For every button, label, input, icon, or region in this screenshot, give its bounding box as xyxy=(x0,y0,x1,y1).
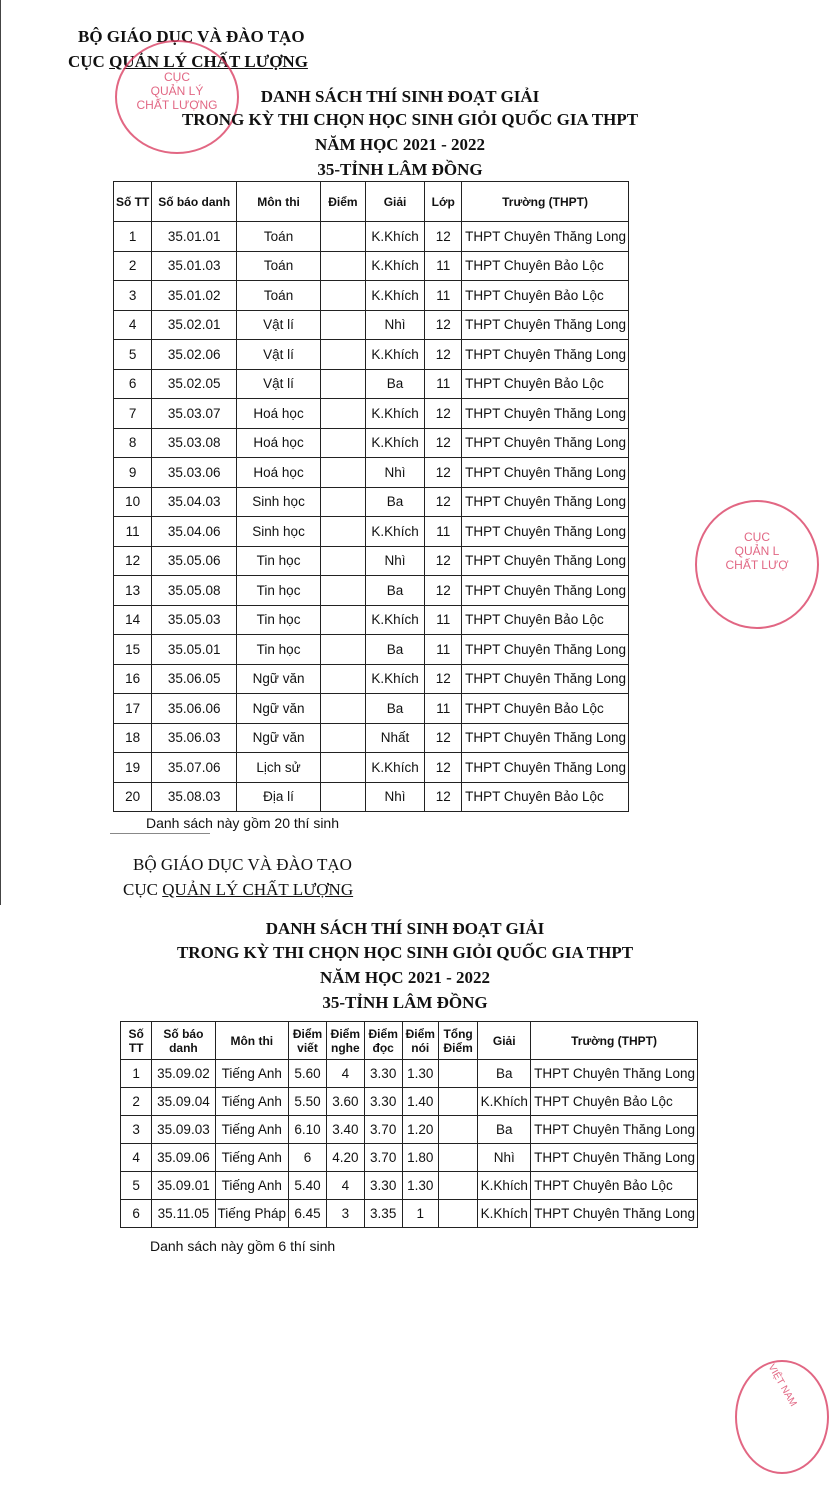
school-year-2: NĂM HỌC 2021 - 2022 xyxy=(320,968,490,987)
table-cell: K.Khích xyxy=(478,1172,531,1200)
table-cell: 35.04.03 xyxy=(152,487,237,517)
table-cell: 11 xyxy=(425,694,462,724)
table-cell: 3.35 xyxy=(364,1200,402,1228)
table-cell: 35.02.01 xyxy=(152,310,237,340)
table-cell: Nhì xyxy=(365,546,425,576)
table-cell: Hoá học xyxy=(237,458,321,488)
table-cell: Nhì xyxy=(365,782,425,812)
table-cell xyxy=(321,723,366,753)
language-awards-table xyxy=(120,1021,698,1228)
table-cell xyxy=(321,694,366,724)
table-cell: THPT Chuyên Thăng Long xyxy=(462,723,629,753)
table-cell: Ba xyxy=(478,1060,531,1088)
col-header: Điểm xyxy=(321,182,366,222)
table-cell: 12 xyxy=(425,753,462,783)
col-header: Số báo danh xyxy=(152,182,237,222)
table-row xyxy=(114,723,629,753)
table-cell: 6 xyxy=(289,1144,327,1172)
table-cell: 3.70 xyxy=(364,1116,402,1144)
table-cell: 17 xyxy=(114,694,152,724)
table-cell: Địa lí xyxy=(237,782,321,812)
col-header: Điểm nghe xyxy=(326,1022,364,1060)
table-cell: 12 xyxy=(425,782,462,812)
table-cell: 3.70 xyxy=(364,1144,402,1172)
table-cell: 12 xyxy=(425,546,462,576)
table-cell: 1 xyxy=(114,222,152,252)
table-cell: 1 xyxy=(121,1060,152,1088)
table-cell: 12 xyxy=(425,428,462,458)
table-cell: 5.40 xyxy=(289,1172,327,1200)
table-row xyxy=(114,753,629,783)
table-cell: Tiếng Anh xyxy=(215,1088,289,1116)
table-cell: Vật lí xyxy=(237,340,321,370)
table-cell: THPT Chuyên Thăng Long xyxy=(531,1200,698,1228)
table-row xyxy=(121,1144,698,1172)
table-cell: 1 xyxy=(402,1200,438,1228)
table-cell: 5 xyxy=(114,340,152,370)
table-cell xyxy=(321,428,366,458)
table-cell: 6 xyxy=(114,369,152,399)
table-cell xyxy=(321,251,366,281)
table-cell: 35.01.02 xyxy=(152,281,237,311)
col-header: Giải xyxy=(365,182,425,222)
table-cell: Toán xyxy=(237,251,321,281)
table-row xyxy=(114,782,629,812)
col-header: Điểm đọc xyxy=(364,1022,402,1060)
table-cell: 35.01.01 xyxy=(152,222,237,252)
table-cell: THPT Chuyên Thăng Long xyxy=(462,428,629,458)
table-cell: 11 xyxy=(425,369,462,399)
col-header: Trường (THPT) xyxy=(531,1022,698,1060)
table-cell: 35.06.03 xyxy=(152,723,237,753)
table-cell: 35.09.02 xyxy=(152,1060,215,1088)
table-cell: THPT Chuyên Thăng Long xyxy=(462,458,629,488)
table-cell: 12 xyxy=(425,487,462,517)
table-cell: 11 xyxy=(425,635,462,665)
table-cell xyxy=(438,1144,477,1172)
table-cell: 19 xyxy=(114,753,152,783)
table-cell: THPT Chuyên Thăng Long xyxy=(462,310,629,340)
table-cell xyxy=(321,517,366,547)
table-cell: THPT Chuyên Thăng Long xyxy=(531,1144,698,1172)
table-cell xyxy=(321,487,366,517)
table-row xyxy=(114,487,629,517)
table-cell: Nhì xyxy=(365,310,425,340)
table-cell: Tin học xyxy=(237,576,321,606)
footnote: Danh sách này gồm 20 thí sinh xyxy=(146,815,340,831)
table-cell: THPT Chuyên Thăng Long xyxy=(462,635,629,665)
table-cell: 9 xyxy=(114,458,152,488)
table-cell: 3 xyxy=(121,1116,152,1144)
table-cell: 12 xyxy=(425,664,462,694)
table-cell: THPT Chuyên Thăng Long xyxy=(462,222,629,252)
table-cell: 16 xyxy=(114,664,152,694)
table-cell: Tiếng Anh xyxy=(215,1144,289,1172)
table-cell: 6.10 xyxy=(289,1116,327,1144)
table-cell xyxy=(438,1060,477,1088)
table-cell xyxy=(438,1116,477,1144)
table-row xyxy=(114,546,629,576)
table-cell: Ngữ văn xyxy=(237,723,321,753)
table-cell: 4 xyxy=(121,1144,152,1172)
table-header-row xyxy=(114,182,629,222)
ministry-name: BỘ GIÁO DỤC VÀ ĐÀO TẠO xyxy=(78,27,305,46)
table-cell: K.Khích xyxy=(365,517,425,547)
table-cell: Lịch sử xyxy=(237,753,321,783)
table-cell: 35.09.01 xyxy=(152,1172,215,1200)
table-cell: 7 xyxy=(114,399,152,429)
table-cell: Ba xyxy=(365,694,425,724)
table-cell: Ba xyxy=(365,369,425,399)
table-cell: 3 xyxy=(326,1200,364,1228)
table-cell: 3.30 xyxy=(364,1172,402,1200)
table-cell: THPT Chuyên Thăng Long xyxy=(531,1116,698,1144)
table-cell: 11 xyxy=(425,281,462,311)
table-row xyxy=(114,458,629,488)
table-cell xyxy=(321,310,366,340)
table-cell: THPT Chuyên Bảo Lộc xyxy=(531,1088,698,1116)
table-cell: 2 xyxy=(121,1088,152,1116)
table-cell: THPT Chuyên Bảo Lộc xyxy=(462,782,629,812)
table-cell xyxy=(321,576,366,606)
col-header: Số TT xyxy=(121,1022,152,1060)
doc-title: DANH SÁCH THÍ SINH ĐOẠT GIẢI xyxy=(260,87,540,106)
table-header-row xyxy=(121,1022,698,1060)
table-cell xyxy=(321,399,366,429)
table-cell: 4 xyxy=(114,310,152,340)
table-row xyxy=(114,605,629,635)
table-cell: Toán xyxy=(237,222,321,252)
table-cell: 35.03.06 xyxy=(152,458,237,488)
table-cell: 11 xyxy=(425,517,462,547)
table-cell: 35.08.03 xyxy=(152,782,237,812)
table-cell: Hoá học xyxy=(237,428,321,458)
table-cell: 1.40 xyxy=(402,1088,438,1116)
table-cell: 35.03.08 xyxy=(152,428,237,458)
table-cell: 20 xyxy=(114,782,152,812)
table-cell: 1.30 xyxy=(402,1172,438,1200)
official-stamp-bottom: VIỆT NAM xyxy=(735,1360,829,1474)
col-header: Điểm viết xyxy=(289,1022,327,1060)
table-cell: 1.80 xyxy=(402,1144,438,1172)
table-cell xyxy=(321,458,366,488)
table-cell xyxy=(321,635,366,665)
table-cell: K.Khích xyxy=(365,281,425,311)
awards-table xyxy=(113,181,629,812)
table-cell: 3.40 xyxy=(326,1116,364,1144)
ministry-name-2: BỘ GIÁO DỤC VÀ ĐÀO TẠO xyxy=(133,855,352,874)
table-cell: THPT Chuyên Bảo Lộc xyxy=(462,605,629,635)
table-row xyxy=(114,517,629,547)
table-cell: THPT Chuyên Bảo Lộc xyxy=(462,694,629,724)
col-header: Môn thi xyxy=(237,182,321,222)
table-cell: 3 xyxy=(114,281,152,311)
table-cell: 5 xyxy=(121,1172,152,1200)
table-cell: Hoá học xyxy=(237,399,321,429)
table-cell: 35.05.06 xyxy=(152,546,237,576)
table-cell xyxy=(321,369,366,399)
table-row xyxy=(121,1088,698,1116)
table-cell: 3.30 xyxy=(364,1060,402,1088)
table-cell: 35.03.07 xyxy=(152,399,237,429)
table-cell xyxy=(321,281,366,311)
table-cell: Ngữ văn xyxy=(237,694,321,724)
table-cell: K.Khích xyxy=(365,664,425,694)
table-cell: 35.09.04 xyxy=(152,1088,215,1116)
table-cell: 35.05.03 xyxy=(152,605,237,635)
table-cell: Sinh học xyxy=(237,487,321,517)
table-cell: 35.06.05 xyxy=(152,664,237,694)
department-name-2: CỤC QUẢN LÝ CHẤT LƯỢNG xyxy=(123,880,354,899)
table-row xyxy=(114,428,629,458)
table-cell: 3.60 xyxy=(326,1088,364,1116)
table-cell xyxy=(321,340,366,370)
table-cell: Ba xyxy=(365,576,425,606)
table-row xyxy=(114,222,629,252)
table-row xyxy=(114,635,629,665)
table-cell: 4 xyxy=(326,1060,364,1088)
table-cell: 5.60 xyxy=(289,1060,327,1088)
table-cell: K.Khích xyxy=(365,399,425,429)
table-row xyxy=(114,310,629,340)
table-cell: 35.05.08 xyxy=(152,576,237,606)
table-cell: K.Khích xyxy=(478,1088,531,1116)
table-cell: 8 xyxy=(114,428,152,458)
table-cell: Ba xyxy=(478,1116,531,1144)
table-cell: 35.02.06 xyxy=(152,340,237,370)
table-cell: 12 xyxy=(425,723,462,753)
table-cell: THPT Chuyên Thăng Long xyxy=(462,340,629,370)
col-header: Tổng Điểm xyxy=(438,1022,477,1060)
col-header: Giải xyxy=(478,1022,531,1060)
table-row xyxy=(114,281,629,311)
table-cell: Sinh học xyxy=(237,517,321,547)
table-row xyxy=(114,694,629,724)
table-cell: 2 xyxy=(114,251,152,281)
table-cell: Tiếng Anh xyxy=(215,1116,289,1144)
table-cell: K.Khích xyxy=(365,428,425,458)
table-cell: THPT Chuyên Thăng Long xyxy=(462,546,629,576)
school-year: NĂM HỌC 2021 - 2022 xyxy=(315,135,485,154)
official-stamp: CỤC QUẢN LÝ CHẤT LƯỢNG xyxy=(115,40,239,154)
table-cell: THPT Chuyên Thăng Long xyxy=(462,487,629,517)
table-cell: 35.01.03 xyxy=(152,251,237,281)
table-cell: 15 xyxy=(114,635,152,665)
table-cell: 11 xyxy=(425,251,462,281)
table-cell: K.Khích xyxy=(365,222,425,252)
table-cell: Nhì xyxy=(478,1144,531,1172)
table-cell: THPT Chuyên Thăng Long xyxy=(462,576,629,606)
doc-subtitle: TRONG KỲ THI CHỌN HỌC SINH GIỎI QUỐC GIA THPT xyxy=(181,110,639,129)
table-cell: Tiếng Anh xyxy=(215,1172,289,1200)
table-cell: K.Khích xyxy=(365,605,425,635)
table-cell: Ba xyxy=(365,635,425,665)
table-cell: 6.45 xyxy=(289,1200,327,1228)
table-cell: Vật lí xyxy=(237,310,321,340)
table-cell: Tiếng Pháp xyxy=(215,1200,289,1228)
table-cell: Tiếng Anh xyxy=(215,1060,289,1088)
table-cell: 6 xyxy=(121,1200,152,1228)
province-title: 35-TỈNH LÂM ĐỒNG xyxy=(317,160,483,179)
table-cell: 35.02.05 xyxy=(152,369,237,399)
table-cell: THPT Chuyên Thăng Long xyxy=(531,1060,698,1088)
table-cell: 12 xyxy=(114,546,152,576)
table-cell: 11 xyxy=(114,517,152,547)
table-cell: 35.07.06 xyxy=(152,753,237,783)
table-cell: Nhất xyxy=(365,723,425,753)
doc-subtitle-2: TRONG KỲ THI CHỌN HỌC SINH GIỎI QUỐC GIA THPT xyxy=(176,943,634,962)
table-cell: 35.11.05 xyxy=(152,1200,215,1228)
table-cell: 1.30 xyxy=(402,1060,438,1088)
table-cell: 3.30 xyxy=(364,1088,402,1116)
table-cell: THPT Chuyên Bảo Lộc xyxy=(462,251,629,281)
table-cell: 5.50 xyxy=(289,1088,327,1116)
table-row xyxy=(114,399,629,429)
table-row xyxy=(114,251,629,281)
table-row xyxy=(121,1200,698,1228)
table-cell: 12 xyxy=(425,310,462,340)
table-cell xyxy=(321,782,366,812)
table-cell: 10 xyxy=(114,487,152,517)
table-cell: K.Khích xyxy=(365,753,425,783)
table-cell: Toán xyxy=(237,281,321,311)
table-cell: THPT Chuyên Bảo Lộc xyxy=(462,281,629,311)
table-cell: 12 xyxy=(425,399,462,429)
footnote-2: Danh sách này gồm 6 thí sinh xyxy=(150,1238,336,1254)
table-cell: 12 xyxy=(425,576,462,606)
col-header: Lớp xyxy=(425,182,462,222)
table-cell: K.Khích xyxy=(478,1200,531,1228)
table-cell: Tin học xyxy=(237,605,321,635)
table-cell xyxy=(438,1200,477,1228)
table-row xyxy=(114,369,629,399)
table-cell: THPT Chuyên Thăng Long xyxy=(462,664,629,694)
table-row xyxy=(121,1060,698,1088)
col-header: Điểm nói xyxy=(402,1022,438,1060)
table-row xyxy=(114,664,629,694)
table-cell: 14 xyxy=(114,605,152,635)
table-cell: THPT Chuyên Bảo Lộc xyxy=(531,1172,698,1200)
table-cell: 35.05.01 xyxy=(152,635,237,665)
table-cell: 4.20 xyxy=(326,1144,364,1172)
table-body xyxy=(121,1060,698,1228)
table-row xyxy=(121,1116,698,1144)
col-header: Môn thi xyxy=(215,1022,289,1060)
table-cell: Vật lí xyxy=(237,369,321,399)
table-cell: THPT Chuyên Bảo Lộc xyxy=(462,369,629,399)
table-body xyxy=(114,222,629,812)
table-cell: THPT Chuyên Thăng Long xyxy=(462,753,629,783)
table-row xyxy=(114,576,629,606)
table-cell: 35.06.06 xyxy=(152,694,237,724)
official-stamp-right: CỤC QUẢN L CHẤT LƯỢ xyxy=(695,500,819,629)
col-header: Số báo danh xyxy=(152,1022,215,1060)
table-cell: Tin học xyxy=(237,635,321,665)
table-cell: THPT Chuyên Thăng Long xyxy=(462,517,629,547)
col-header: Số TT xyxy=(114,182,152,222)
province-title-2: 35-TỈNH LÂM ĐỒNG xyxy=(322,993,488,1012)
table-cell: 35.09.06 xyxy=(152,1144,215,1172)
table-cell: 35.09.03 xyxy=(152,1116,215,1144)
table-cell: Ba xyxy=(365,487,425,517)
table-cell: 12 xyxy=(425,340,462,370)
table-cell: Tin học xyxy=(237,546,321,576)
table-cell: 4 xyxy=(326,1172,364,1200)
table-cell xyxy=(321,222,366,252)
table-cell xyxy=(438,1172,477,1200)
table-cell: 1.20 xyxy=(402,1116,438,1144)
doc-title-2: DANH SÁCH THÍ SINH ĐOẠT GIẢI xyxy=(265,919,545,938)
table-cell: Nhì xyxy=(365,458,425,488)
page-separator xyxy=(110,833,210,834)
table-cell: 12 xyxy=(425,222,462,252)
col-header: Trường (THPT) xyxy=(462,182,629,222)
table-row xyxy=(114,340,629,370)
table-cell: K.Khích xyxy=(365,251,425,281)
table-cell xyxy=(321,605,366,635)
table-cell: THPT Chuyên Thăng Long xyxy=(462,399,629,429)
table-cell: K.Khích xyxy=(365,340,425,370)
table-cell xyxy=(321,546,366,576)
table-cell: 13 xyxy=(114,576,152,606)
table-cell xyxy=(321,753,366,783)
table-cell: 18 xyxy=(114,723,152,753)
table-cell: 35.04.06 xyxy=(152,517,237,547)
table-cell xyxy=(321,664,366,694)
table-row xyxy=(121,1172,698,1200)
table-cell: 11 xyxy=(425,605,462,635)
table-cell: 12 xyxy=(425,458,462,488)
table-cell: Ngữ văn xyxy=(237,664,321,694)
department-name: CỤC QUẢN LÝ CHẤT LƯỢNG xyxy=(68,52,308,71)
table-cell xyxy=(438,1088,477,1116)
